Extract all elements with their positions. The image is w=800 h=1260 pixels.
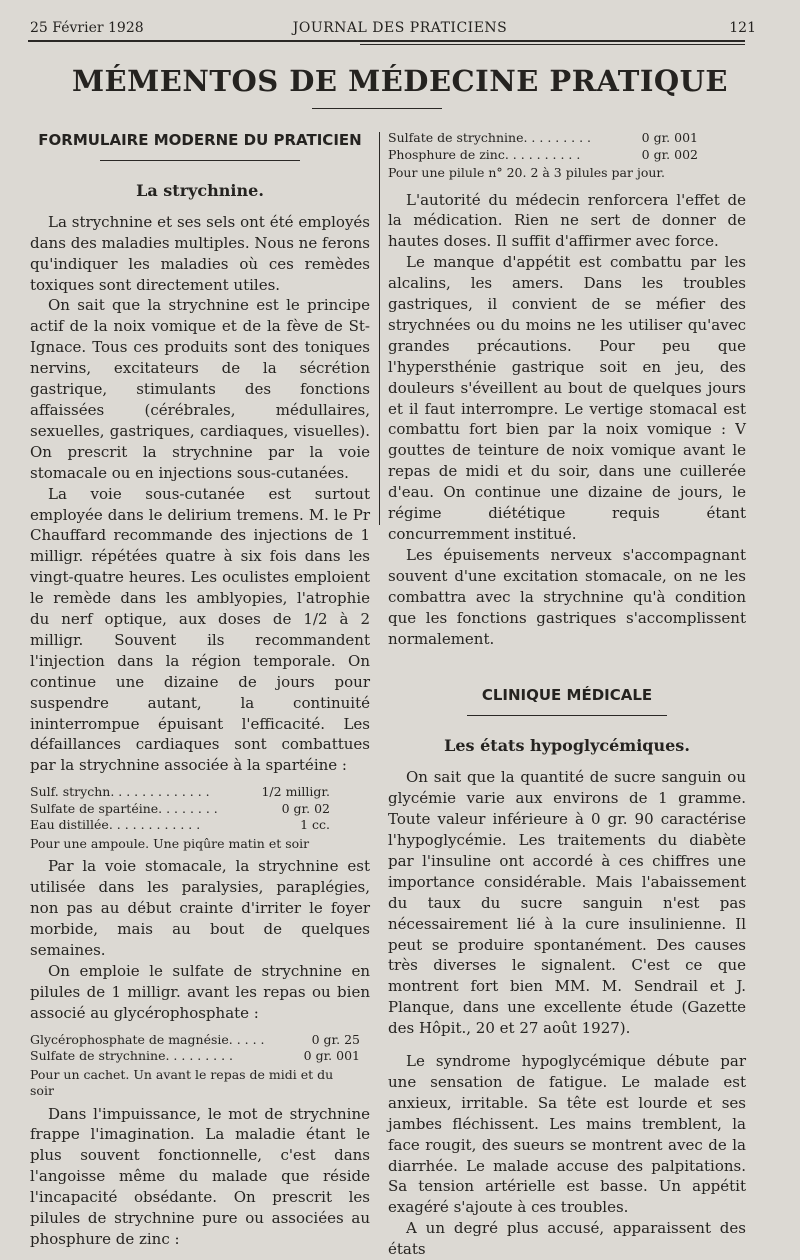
page-title: MÉMENTOS DE MÉDECINE PRATIQUE [71, 64, 729, 98]
clinique-section [388, 685, 746, 1260]
paragraph: Le syndrome hypoglycémique débute par une sensation de fatigue. Le malade est anxieux, irritable. Sa tête est lourde et ses jambes fléchissent. Les mains tremblent, la face rougit, des sueurs se montrent avec de la diarrhée. Le malade accuse des palpitations. Sa tension artérielle est basse. Un appétit exagéré s'ajoute à ces troubles. [388, 1052, 746, 1217]
paragraph: Les épuisements nerveux s'accompagnant souvent d'une excitation stomacale, on ne les combattra avec la strychnine qu'à condition que les fonctions gastriques s'accomplissent normalement. [388, 545, 746, 648]
paragraph: On sait que la quantité de sucre sanguin ou glycémie varie aux environs de 1 gramme. Toute valeur inférieure à 0 gr. 90 caractérise l'hypoglycémie. Les traitements du diabète par l'insuline ont accordé à ces chiffres une importance considérable. Mais l'abaissement du taux du sucre sanguin n'est pas nécessairement lié à la cure insulinienne. Il peut se produire spontanément. Des causes très diverses le signalent. C'est ce que montrent fort bien MM. M. Sendrail et J. Planque, dans une excellente étude (Gazette des Hôpit., 20 et 27 août 1927). [388, 768, 746, 1038]
paragraph: A un degré plus accusé, apparaissent des états [388, 1219, 746, 1259]
formula-row: Eau distillée. . . . . . . . . . . . 1 cc. [30, 817, 330, 833]
formula-row: Sulfate de strychnine. . . . . . . . . 0 gr. 001 [30, 1048, 360, 1064]
paragraph: L'autorité du médecin renforcera l'effet de la médication. Rien ne sert de donner de hautes doses. Il suffit d'affirmer avec force. [388, 190, 746, 251]
section-title: CLINIQUE MÉDICALE [481, 686, 653, 705]
formula-pilule [388, 130, 698, 182]
page-number: 121 [729, 20, 756, 36]
title-divider [312, 108, 442, 109]
formula-note: Pour une pilule n° 20. 2 à 3 pilules par jour. [388, 165, 665, 180]
formula-row: Phosphure de zinc. . . . . . . . . . 0 gr. 002 [388, 146, 698, 162]
paragraph: Le manque d'appétit est combattu par les alcalins, les amers. Dans les troubles gastriques, il convient de se méfier des strychnées ou du moins ne les utiliser qu'avec grandes précautions. Pour peu que l'hypersthénie gastrique soit en jeu, des douleurs s'éveillent au bout de quelques jours et il faut interrompre. Le vertige stomacal est combattu fort bien par la noix vomique : V gouttes de teinture de noix vomique avant le repas de midi et du soir, dans une cuillerée d'eau. On continue une dizaine de jours, le régime diététique requis étant concurremment institué. [388, 253, 746, 543]
page-header [30, 20, 770, 40]
section-divider [467, 715, 667, 716]
section-title: FORMULAIRE MODERNE DU PRATICIEN [38, 131, 362, 149]
formula-note: Pour un cachet. Un avant le repas de midi et du soir [30, 1066, 334, 1099]
formula-row: Sulfate de spartéine. . . . . . . . 0 gr. 02 [30, 800, 330, 816]
formula-row: Sulf. strychn. . . . . . . . . . . . . 1/2 milligr. [30, 784, 330, 800]
column-divider [379, 132, 380, 525]
paragraph: La strychnine et ses sels ont été employés dans des maladies multiples. Nous ne ferons qu'indiquer les maladies où ces remèdes toxiques sont directement utiles. [30, 212, 370, 294]
formula-cachet [30, 1032, 360, 1100]
paragraph: Dans l'impuissance, le mot de strychnine frappe l'imagination. La maladie étant le plus souvent fonctionnelle, c'est dans l'angoisse même du malade que réside l'incapacité obsédante. On prescrit les pilules de strychnine pure ou associées au phosphure de zinc : [30, 1104, 370, 1248]
header-rule-thin [360, 44, 745, 45]
formula-row: Sulfate de strychnine. . . . . . . . . 0 gr. 001 [388, 130, 698, 145]
header-rule [28, 40, 745, 42]
formula-injection [30, 784, 330, 852]
left-column [30, 130, 370, 1250]
journal-name: JOURNAL DES PRATICIENS [292, 20, 508, 36]
issue-date: 25 Février 1928 [30, 20, 144, 36]
section-divider [100, 160, 300, 161]
right-column [388, 130, 746, 1260]
paragraph: On emploie le sulfate de strychnine en pilules de 1 milligr. avant les repas ou bien associé au glycérophosphate : [30, 961, 370, 1022]
paragraph: Par la voie stomacale, la strychnine est utilisée dans les paralysies, paraplégies, non pas au début crainte d'irriter le foyer morbide, mais au bout de quelques semaines. [30, 857, 370, 959]
article-title: La strychnine. [136, 180, 264, 200]
paragraph: On sait que la strychnine est le principe actif de la noix vomique et de la fève de St-Ignace. Tous ces produits sont des toniques nervins, excitateurs de la sécrétion gastrique, stimulants des fonctions affaissées (cérébrales, médullaires, sexuelles, gastriques, cardiaques, visuelles). On prescrit la strychnine par la voie stomacale ou en injections sous-cutanées. [30, 296, 370, 482]
formula-row: Glycérophosphate de magnésie. . . . . 0 gr. 25 [30, 1031, 360, 1047]
article-title: Les états hypoglycémiques. [444, 736, 690, 756]
paragraph: La voie sous-cutanée est surtout employée dans le delirium tremens. M. le Pr Chauffard recommande des injections de 1 milligr. répétées quatre à six fois dans les vingt-quatre heures. Les oculistes emploient le remède dans les amblyopies, l'atrophie du nerf optique, aux doses de 1/2 à 2 milligr. Souvent ils recommandent l'injection dans la région temporale. On continue une dizaine de jours pour suspendre autant, la continuité ininterrompue épuisant l'efficacité. Les défaillances cardiaques sont combattues par la strychnine associée à la spartéine : [30, 484, 370, 775]
formula-note: Pour une ampoule. Une piqûre matin et soir [30, 835, 310, 851]
